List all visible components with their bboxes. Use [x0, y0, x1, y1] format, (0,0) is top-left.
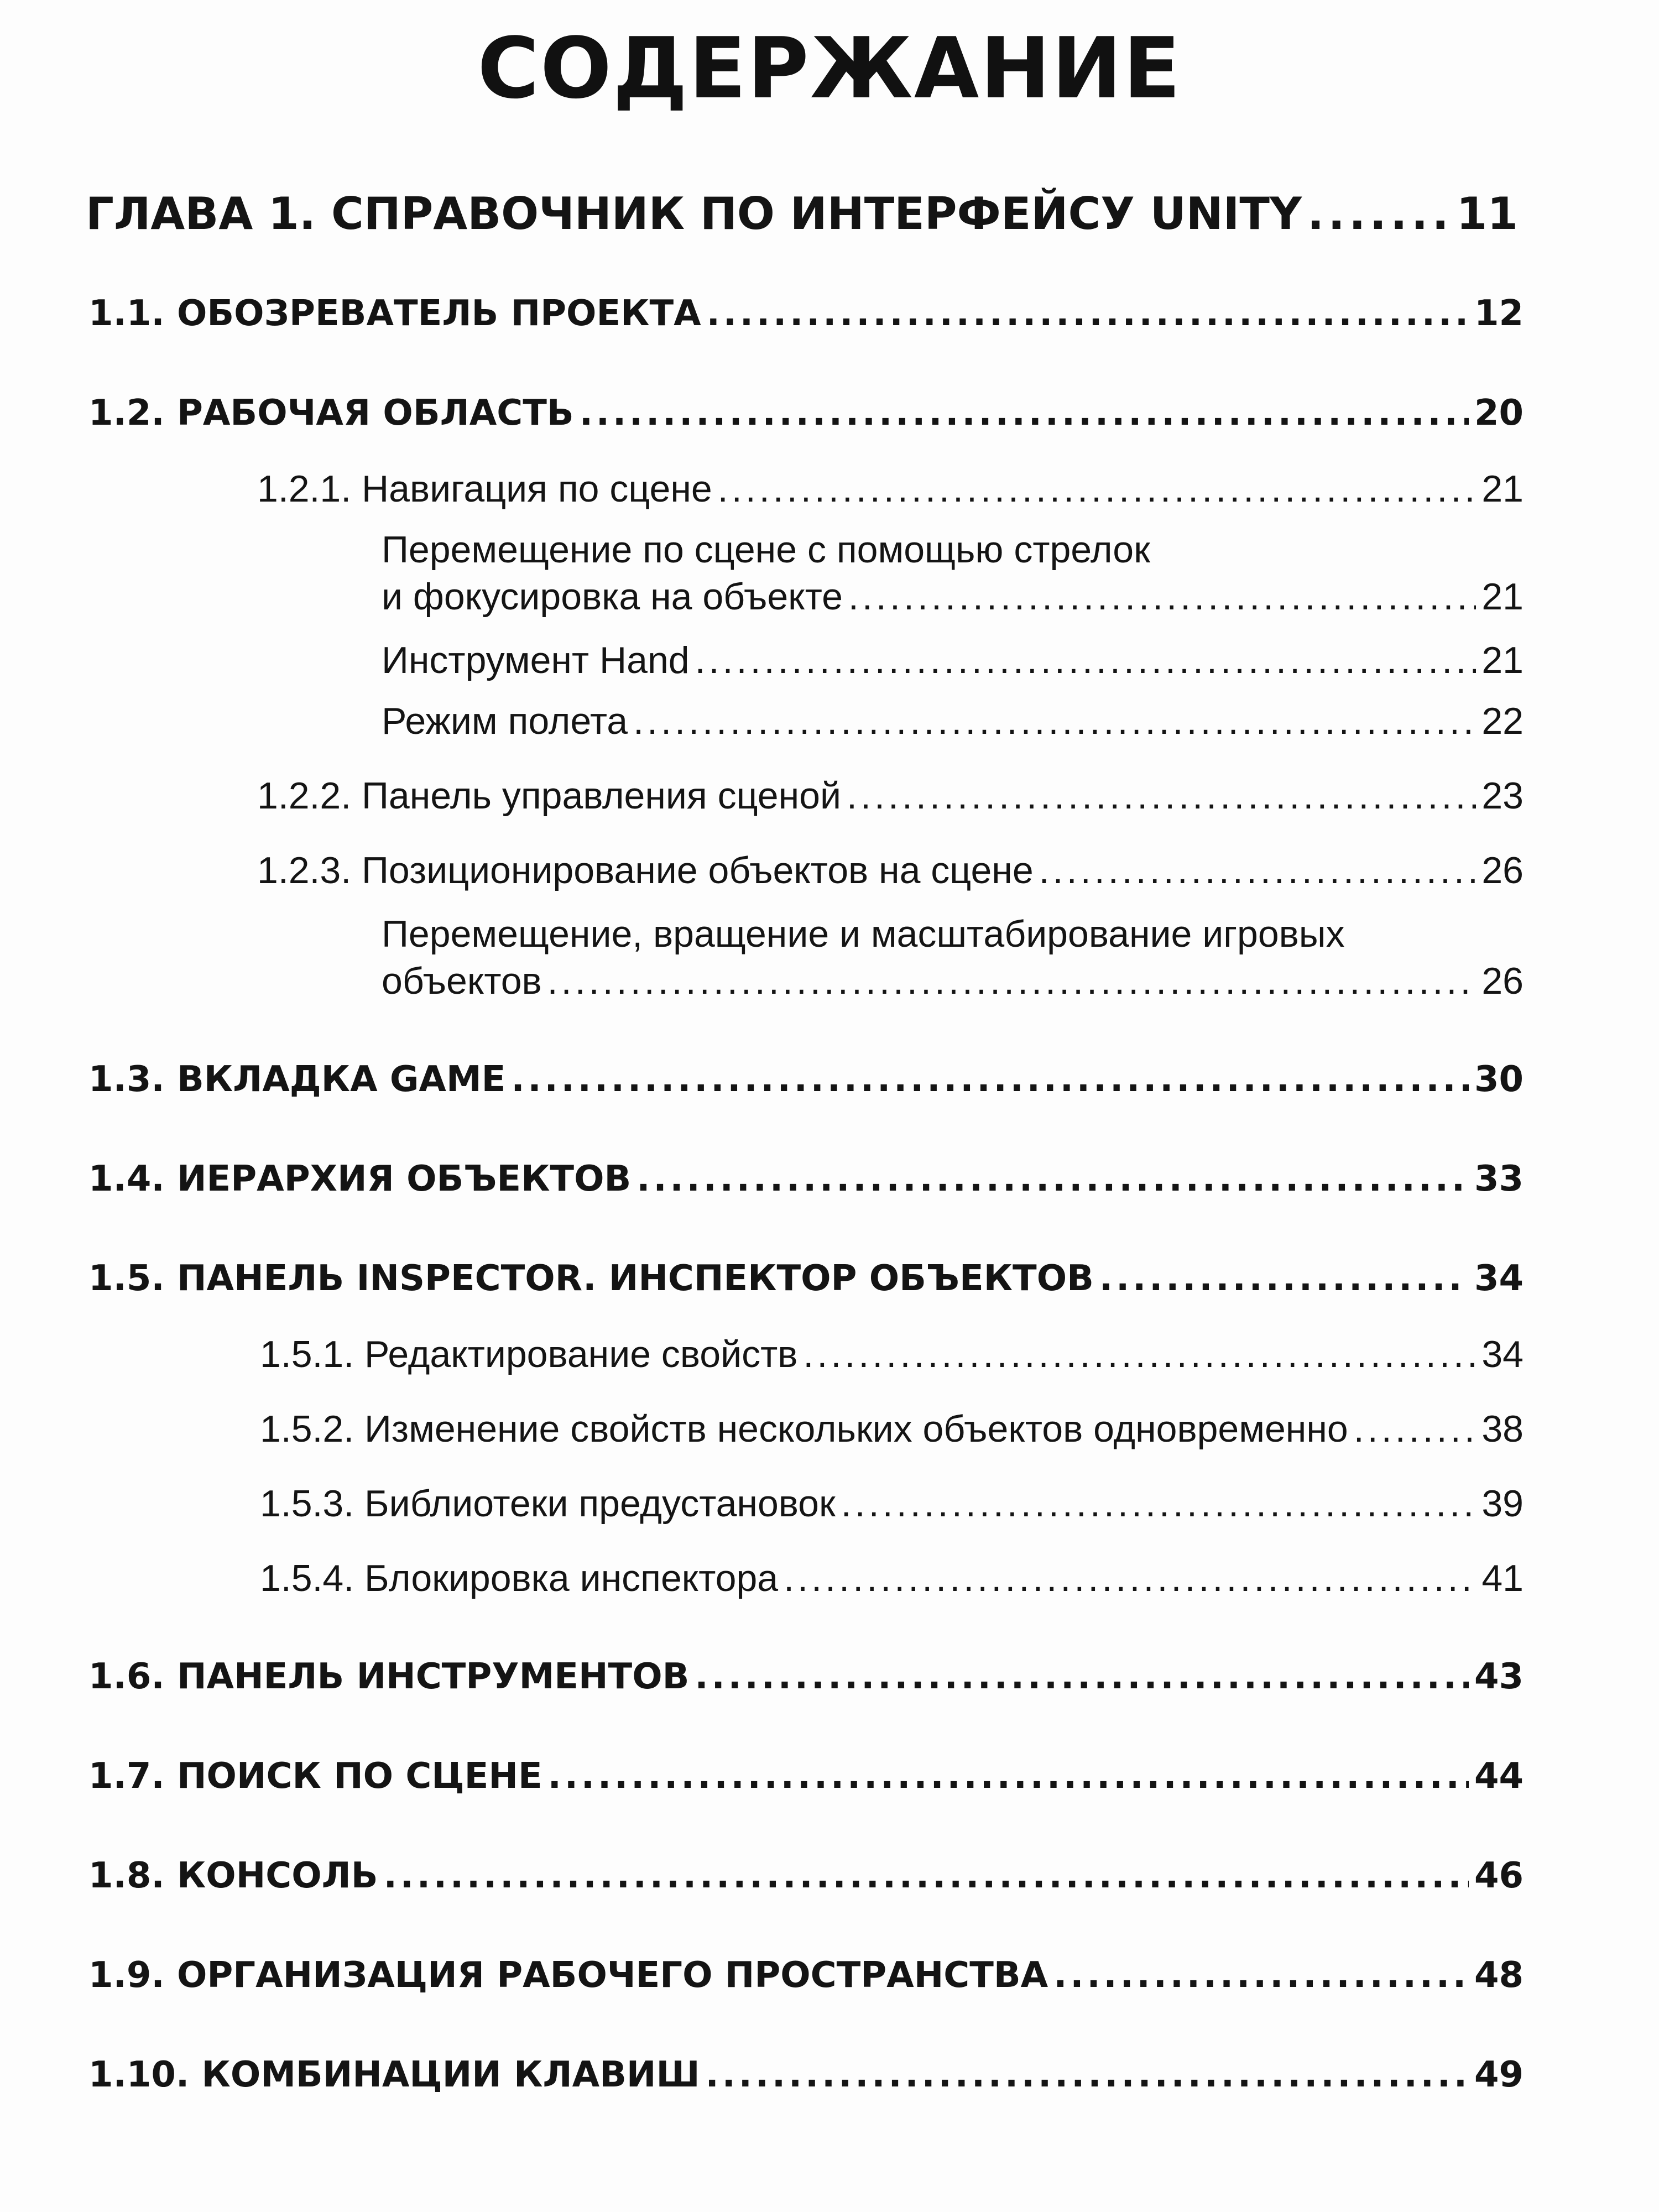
dot-leader [511, 1059, 1469, 1100]
toc-page-number: 21 [1481, 468, 1524, 510]
dot-leader [1354, 1407, 1477, 1451]
toc-entry-text: 1.3. ВКЛАДКА GAME [88, 1059, 506, 1100]
toc-line [88, 293, 1524, 334]
toc-entry-text: Режим полета [382, 700, 628, 742]
toc-line [382, 700, 1524, 743]
toc-entry-text: 1.5.4. Блокировка инспектора [260, 1557, 779, 1599]
toc-entry-text: 1.2.1. Навигация по сцене [257, 468, 712, 510]
toc-page-number: 23 [1481, 775, 1524, 817]
toc-line [88, 2054, 1524, 2095]
toc-page-number: 26 [1481, 960, 1524, 1002]
toc-entry-text: 1.5.3. Библиотеки предустановок [260, 1483, 836, 1525]
toc-entry-text: ГЛАВА 1. СПРАВОЧНИК ПО ИНТЕРФЕЙСУ UNITY [86, 188, 1302, 239]
dot-leader [1039, 849, 1477, 892]
toc-page-number: 34 [1481, 1333, 1524, 1375]
toc-page-number: 26 [1481, 849, 1524, 891]
dot-leader [847, 774, 1476, 817]
toc-entry-text: 1.5. ПАНЕЛЬ INSPECTOR. ИНСПЕКТОР ОБЪЕКТОВ [88, 1258, 1094, 1299]
toc-page-number: 21 [1481, 639, 1524, 681]
toc-line [88, 393, 1524, 434]
toc-line [260, 1333, 1524, 1376]
toc-page-number: 49 [1474, 2054, 1524, 2095]
toc-entry-text: 1.2. РАБОЧАЯ ОБЛАСТЬ [88, 393, 574, 434]
dot-leader [848, 575, 1476, 618]
toc-chapter-line [86, 188, 1518, 239]
dot-leader [637, 1159, 1469, 1199]
dot-leader [718, 467, 1477, 510]
toc-line [88, 1059, 1524, 1100]
dot-leader [548, 1756, 1469, 1797]
toc-entry-text: и фокусировка на объекте [382, 576, 843, 618]
toc-entry-text: 1.1. ОБОЗРЕВАТЕЛЬ ПРОЕКТА [88, 293, 701, 334]
toc-line [260, 1407, 1524, 1451]
toc-page-number: 38 [1481, 1408, 1524, 1450]
toc-entry-text: 1.2.3. Позиционирование объектов на сцене [257, 849, 1034, 891]
toc-page-number: 39 [1481, 1483, 1524, 1525]
toc-entry-text: 1.6. ПАНЕЛЬ ИНСТРУМЕНТОВ [88, 1656, 690, 1697]
page-title: СОДЕРЖАНИЕ [477, 19, 1182, 117]
dot-leader [547, 959, 1477, 1003]
toc-line [88, 1159, 1524, 1199]
toc-page-number: 30 [1474, 1059, 1524, 1100]
toc-entry-text: 1.9. ОРГАНИЗАЦИЯ РАБОЧЕГО ПРОСТРАНСТВА [88, 1955, 1048, 1996]
toc-line [88, 1855, 1524, 1896]
toc-line [260, 1557, 1524, 1600]
toc-line [260, 1482, 1524, 1525]
toc-entry-text: 1.8. КОНСОЛЬ [88, 1855, 378, 1896]
toc-entry-text: 1.5.2. Изменение свойств нескольких объектов одновременно [260, 1408, 1348, 1450]
toc-entry-text: Инструмент Hand [382, 639, 690, 681]
toc-line [88, 1756, 1524, 1797]
toc-line [382, 575, 1524, 618]
dot-leader [633, 700, 1476, 743]
dot-leader [803, 1333, 1476, 1376]
dot-leader [695, 639, 1477, 682]
toc-line [88, 1955, 1524, 1996]
toc-page-number: 34 [1474, 1258, 1524, 1299]
toc-entry-text: 1.4. ИЕРАРХИЯ ОБЪЕКТОВ [88, 1159, 632, 1199]
toc-page-number: 44 [1474, 1756, 1524, 1797]
toc-line [257, 774, 1524, 817]
dot-leader [580, 393, 1469, 434]
toc-line [88, 1656, 1524, 1697]
dot-leader [707, 293, 1469, 334]
toc-page-number: 12 [1474, 293, 1524, 334]
toc-entry-text: 1.5.1. Редактирование свойств [260, 1333, 798, 1375]
toc-line [257, 849, 1524, 892]
dot-leader [841, 1482, 1477, 1525]
dot-leader [695, 1656, 1469, 1697]
toc-entry-text: объектов [382, 960, 542, 1002]
toc-page-number: 33 [1474, 1159, 1524, 1199]
toc-page-number: 21 [1481, 576, 1524, 618]
toc-page-number: 20 [1474, 393, 1524, 434]
toc-page-number: 48 [1474, 1955, 1524, 1996]
dot-leader [706, 2054, 1469, 2095]
toc-page-number: 43 [1474, 1656, 1524, 1697]
dot-leader [1307, 188, 1451, 239]
dot-leader [384, 1855, 1469, 1896]
toc-line [257, 467, 1524, 510]
toc-entry-text-line1: Перемещение, вращение и масштабирование игровых [382, 913, 1345, 955]
toc-entry-text: 1.7. ПОИСК ПО СЦЕНЕ [88, 1756, 542, 1797]
toc-line [382, 959, 1524, 1003]
toc-entry-text-line1: Перемещение по сцене с помощью стрелок [382, 529, 1150, 571]
dot-leader [1053, 1955, 1469, 1996]
toc-page-number: 41 [1481, 1557, 1524, 1599]
toc-entry-text: 1.2.2. Панель управления сценой [257, 775, 841, 817]
toc-page-number: 46 [1474, 1855, 1524, 1896]
dot-leader [784, 1557, 1476, 1600]
toc-page-number: 22 [1481, 700, 1524, 742]
toc-page-number: 11 [1456, 188, 1518, 239]
toc-line [88, 1258, 1524, 1299]
toc-line [382, 639, 1524, 682]
toc-entry-text: 1.10. КОМБИНАЦИИ КЛАВИШ [88, 2054, 700, 2095]
dot-leader [1099, 1258, 1469, 1299]
